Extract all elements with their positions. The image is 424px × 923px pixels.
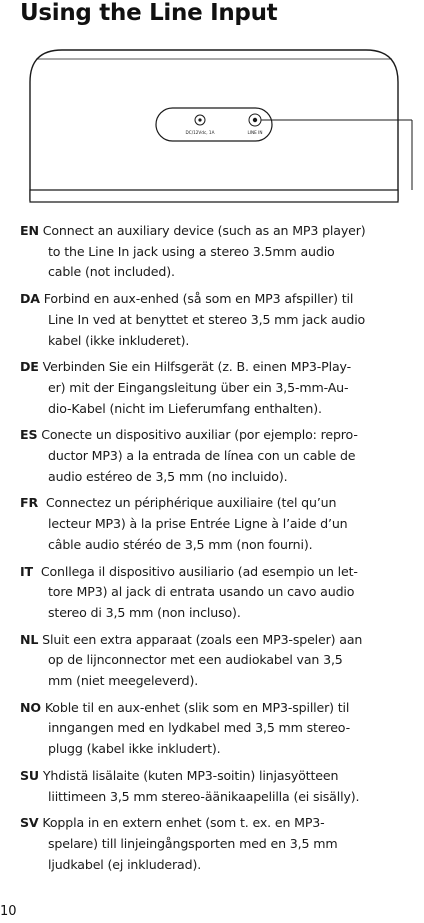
- language-code: NO: [20, 699, 41, 715]
- language-code: SU: [20, 767, 39, 783]
- instruction-text: Verbinden Sie ein Hilfsgerät (z. B. einen MP3-Play- er) mit der Eingangsleitung über ein 3,5-mm-Au- dio-Kabel (nicht im Lieferumfang enthalten).: [42, 359, 351, 416]
- language-code: DE: [20, 359, 39, 375]
- instruction-fr: [20, 493, 424, 555]
- instruction-text: Koble til en aux-enhet (slik som en MP3-spiller) til inngangen med en lydkabel med 3,5 mm stereo- plugg (kabel ikke inkludert).: [44, 699, 350, 757]
- instruction-text: Conecte un dispositivo auxiliar (por ejemplo: repro- ductor MP3) a la entrada de línea con un cable de audio estéreo de 3,5 mm (no incluido).: [41, 427, 358, 484]
- instruction-da: [20, 289, 424, 351]
- language-code: IT: [20, 563, 33, 579]
- device-base: [30, 190, 398, 202]
- language-code: EN: [20, 223, 39, 238]
- instruction-su: [20, 766, 424, 807]
- page-number: 10: [0, 904, 17, 919]
- instruction-text: Forbind en aux-enhed (så som en MP3 afspiller) til Line In ved at benyttet et stereo 3,5 mm jack audio kabel (ikke inkluderet).: [43, 291, 366, 348]
- instruction-text: Koppla in en extern enhet (som t. ex. en MP3- spelare) till linjeingångsporten med en 3,5 mm ljudkabel (ej inkluderad).: [42, 815, 338, 872]
- instruction-text: Sluit een extra apparaat (zoals een MP3-speler) aan op de lijnconnector met een audiokabel van 3,5 mm (niet meegeleverd).: [42, 631, 363, 689]
- instruction-sv: [20, 813, 424, 875]
- language-code: ES: [20, 427, 38, 443]
- instruction-it: [20, 562, 424, 624]
- instruction-text: Yhdistä lisälaite (kuten MP3-soitin) linjasyötteen liittimeen 3,5 mm stereo-äänikaapelilla (ei sisälly).: [42, 767, 360, 804]
- language-code: NL: [20, 631, 39, 647]
- language-code: FR: [20, 495, 39, 511]
- instruction-text: Connect an auxiliary device (such as an MP3 player) to the Line In jack using a stereo 3.5mm audio cable (not included).: [42, 223, 366, 280]
- language-code: SV: [20, 815, 39, 831]
- instruction-no: [20, 698, 424, 760]
- instruction-nl: [20, 630, 424, 692]
- line-in-port-label: LINE IN: [247, 130, 263, 135]
- page-title: Using the Line Input: [20, 0, 278, 26]
- instruction-es: [20, 425, 424, 487]
- language-code: DA: [20, 291, 40, 307]
- dc-port-label: DC/12Vdc, 1A: [185, 130, 215, 135]
- instruction-text: Conllega il dispositivo ausiliario (ad esempio un let- tore MP3) al jack di entrata usando un cavo audio stereo di 3,5 mm (non incluso).: [40, 563, 358, 620]
- instruction-en: [20, 221, 424, 283]
- instruction-text: Connectez un périphérique auxiliaire (tel qu’un lecteur MP3) à la prise Entrée Ligne à l’aide d’un câble audio stéréo de 3,5 mm (non fourni).: [45, 495, 348, 552]
- instructions-list: [20, 221, 424, 881]
- speaker-rear-panel-illustration: [0, 40, 424, 210]
- instruction-de: [20, 357, 424, 419]
